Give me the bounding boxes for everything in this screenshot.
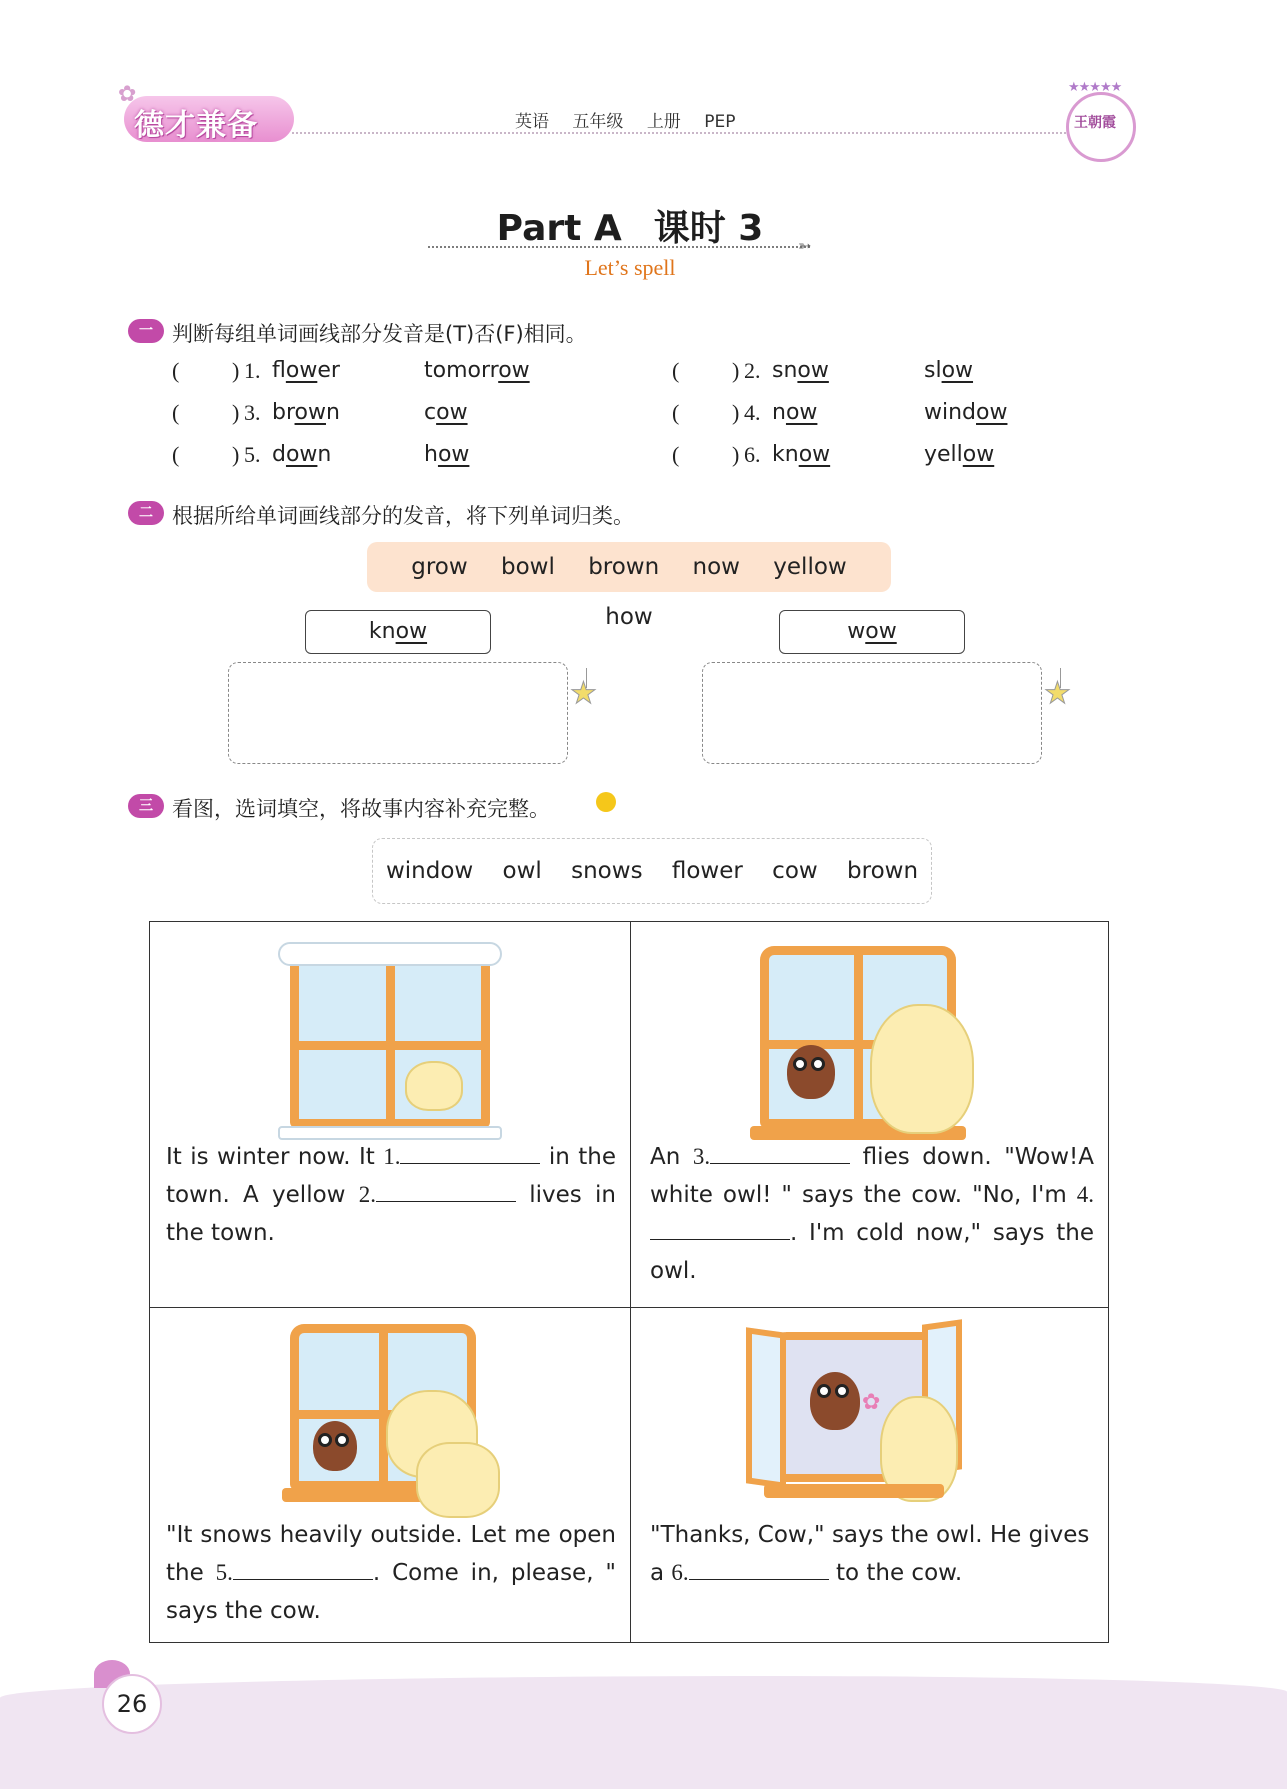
word-2-pre: tomorr — [424, 358, 499, 383]
header-volume: 上册 — [646, 112, 681, 132]
panel-2-text — [650, 1138, 1094, 1290]
word-2 — [924, 400, 1007, 425]
cat2-pre: w — [847, 619, 866, 644]
tf-question — [172, 442, 632, 474]
section-2-mark: 二 — [128, 501, 164, 525]
header-divider — [292, 132, 1070, 134]
blank-number-5: 5. — [215, 1560, 233, 1585]
bank3-word: snows — [571, 858, 643, 884]
panel-4-text — [650, 1516, 1094, 1592]
word-2-underlined: ow — [941, 358, 974, 383]
section-1-instruction: 判断每组单词画线部分发音是(T)否(F)相同。 — [172, 322, 587, 346]
owl-illustration — [313, 1421, 357, 1471]
footer-wave — [0, 1676, 1287, 1789]
panel-2-text-b: flies down. "Wow!A white owl! " says the cow. "No, I'm — [650, 1144, 1094, 1208]
stars-icon: ★★★★★ — [1068, 80, 1122, 95]
answer-paren-close: ) — [732, 400, 740, 425]
cow-body-illustration — [416, 1442, 500, 1518]
category-answer-box-2[interactable] — [702, 662, 1042, 764]
panel-1-text-b: in the town. A yellow — [166, 1144, 617, 1208]
title-underline — [428, 246, 810, 248]
word-1-pre: sn — [772, 358, 798, 383]
word-2-underlined: ow — [498, 358, 530, 383]
answer-paren-open[interactable]: ( — [672, 358, 680, 383]
answer-blank-4[interactable] — [650, 1218, 790, 1240]
question-number: 4. — [744, 400, 761, 425]
panel-4-text-b: to the cow. — [828, 1560, 963, 1586]
question-number: 3. — [244, 400, 261, 425]
header-info — [515, 107, 753, 132]
bird-icon: ➳ — [798, 236, 812, 255]
word-1-post: er — [317, 358, 340, 383]
panel-1-text — [166, 1138, 616, 1252]
left-shutter — [746, 1327, 786, 1489]
word-1 — [272, 358, 340, 383]
window-mullion — [379, 1333, 388, 1481]
window-transom — [299, 1041, 481, 1050]
star-icon: ★ — [570, 676, 597, 711]
bank3-word: cow — [772, 858, 818, 884]
window-illustration — [290, 948, 490, 1128]
panel-1-text-c: lives in the town. — [166, 1182, 616, 1246]
window-mullion — [386, 957, 395, 1119]
question-number: 2. — [744, 358, 761, 383]
word-2 — [924, 358, 973, 383]
page-title — [0, 200, 1260, 251]
word-1-underlined: ow — [285, 358, 318, 383]
author-badge — [1060, 80, 1142, 162]
word-1-pre: br — [272, 400, 295, 425]
word-1-post: n — [317, 442, 332, 467]
bank1-word: bowl — [501, 554, 555, 580]
bank3-word: brown — [847, 858, 919, 884]
header-grade: 五年级 — [572, 112, 624, 132]
word-bank-3 — [372, 838, 932, 904]
cat1-ul: ow — [395, 619, 428, 644]
owl-eye — [835, 1384, 849, 1398]
word-1 — [272, 442, 331, 467]
blank-number-1: 1. — [383, 1144, 401, 1169]
word-1-post: n — [325, 400, 340, 425]
answer-paren-open[interactable]: ( — [672, 400, 680, 425]
word-1 — [772, 442, 830, 467]
cow-illustration — [870, 1004, 974, 1134]
bank1-word: yellow — [773, 554, 847, 580]
tf-question — [672, 442, 1132, 474]
word-1-pre: fl — [272, 358, 286, 383]
word-2 — [424, 400, 468, 425]
panel-3-text-a: "It snows heavily outside. Let me open the — [166, 1522, 616, 1586]
bank1-word: how — [605, 604, 653, 630]
story-grid — [149, 921, 1109, 1643]
word-bank-1 — [367, 542, 891, 630]
blank-number-4: 4. — [1076, 1182, 1094, 1207]
answer-paren-open[interactable]: ( — [172, 442, 180, 467]
answer-paren-close: ) — [732, 358, 740, 383]
owl-eye — [318, 1433, 332, 1447]
panel-2-text-c: . I'm cold now," says the owl. — [650, 1220, 1094, 1284]
star-icon: ★ — [1044, 676, 1071, 711]
blank-number-2: 2. — [358, 1182, 376, 1207]
tf-question — [172, 400, 632, 432]
bank3-word: window — [385, 858, 474, 884]
answer-paren-open[interactable]: ( — [172, 358, 180, 383]
answer-paren-open[interactable]: ( — [172, 400, 180, 425]
word-2-pre: wind — [924, 400, 977, 425]
section-1-mark: 一 — [128, 319, 164, 343]
category-label-know — [305, 610, 491, 654]
cat1-pre: kn — [368, 619, 396, 644]
word-1-underlined: ow — [285, 442, 318, 467]
cow-illustration — [405, 1061, 463, 1111]
word-1-pre: d — [272, 442, 286, 467]
window-mullion — [854, 955, 863, 1119]
panel-3-text — [166, 1516, 616, 1630]
word-2-pre: sl — [924, 358, 942, 383]
word-2-underlined: ow — [962, 442, 995, 467]
word-1-underlined: ow — [797, 358, 829, 383]
palm-icon: ✿ — [118, 82, 137, 107]
panel-4-text-a: "Thanks, Cow," says the owl. He gives a — [650, 1522, 1090, 1586]
bank3-word: flower — [671, 858, 743, 884]
answer-paren-open[interactable]: ( — [672, 442, 680, 467]
panel-2-text-a: An — [650, 1144, 693, 1170]
lightbulb-icon — [596, 792, 616, 812]
word-2-underlined: ow — [437, 442, 470, 467]
grid-divider-vertical — [630, 922, 631, 1642]
page-subtitle: Let’s spell — [584, 255, 676, 280]
category-label-wow — [779, 610, 965, 654]
answer-paren-close: ) — [732, 442, 740, 467]
question-number: 1. — [244, 358, 261, 383]
owl-illustration — [787, 1045, 835, 1099]
cat2-ul: ow — [865, 619, 897, 644]
logo-text: 德才兼备 — [134, 108, 258, 143]
word-2-underlined: ow — [976, 400, 1008, 425]
snow-cap — [278, 942, 502, 966]
question-number: 5. — [244, 442, 261, 467]
flower-icon: ✿ — [862, 1390, 881, 1415]
category-answer-box-1[interactable] — [228, 662, 568, 764]
panel-1-text-a: It is winter now. It — [166, 1144, 384, 1170]
blank-number-6: 6. — [671, 1560, 689, 1585]
bank1-word: now — [692, 554, 740, 580]
word-2-pre: h — [424, 442, 438, 467]
answer-blank-3[interactable] — [710, 1142, 850, 1164]
header-subject: 英语 — [515, 112, 549, 132]
bank3-word: owl — [502, 858, 542, 884]
word-1-pre: kn — [772, 442, 799, 467]
question-number: 6. — [744, 442, 761, 467]
section-3-instruction: 看图，选词填空，将故事内容补充完整。 — [172, 797, 550, 821]
tf-question — [672, 400, 1132, 432]
bank1-word: grow — [411, 554, 468, 580]
badge-name: 王朝霞 — [1074, 115, 1116, 131]
word-1-pre: n — [772, 400, 786, 425]
header-edition: PEP — [704, 112, 736, 132]
word-1-underlined: ow — [294, 400, 326, 425]
title-lesson: 课时 3 — [653, 208, 764, 249]
panel-3-text-b: . Come in, please, " says the cow. — [166, 1560, 616, 1624]
answer-paren-close: ) — [232, 400, 240, 425]
word-1 — [272, 400, 340, 425]
page-number: 26 — [102, 1674, 162, 1734]
section-2-instruction: 根据所给单词画线部分的发音，将下列单词归类。 — [172, 504, 634, 528]
word-2 — [924, 442, 994, 467]
bank1-word: brown — [588, 554, 660, 580]
answer-blank-2[interactable] — [376, 1180, 516, 1202]
answer-paren-close: ) — [232, 442, 240, 467]
answer-paren-close: ) — [232, 358, 240, 383]
word-1-underlined: ow — [785, 400, 818, 425]
window-sill — [764, 1484, 944, 1498]
word-2-pre: c — [424, 400, 437, 425]
answer-blank-5[interactable] — [233, 1558, 373, 1580]
word-1-underlined: ow — [798, 442, 831, 467]
title-part: Part A — [496, 208, 622, 249]
word-1 — [772, 400, 817, 425]
owl-eye — [817, 1384, 831, 1398]
owl-eye — [793, 1057, 807, 1071]
answer-blank-1[interactable] — [400, 1142, 540, 1164]
brand-logo — [118, 82, 296, 144]
answer-blank-6[interactable] — [689, 1558, 829, 1580]
word-1 — [772, 358, 829, 383]
owl-eye — [811, 1057, 825, 1071]
grid-divider-horizontal — [150, 1307, 1108, 1308]
tf-question — [672, 358, 1132, 390]
word-2-pre: yell — [924, 442, 963, 467]
owl-illustration — [810, 1372, 860, 1430]
word-2 — [424, 442, 469, 467]
owl-eye — [335, 1433, 349, 1447]
word-2-underlined: ow — [436, 400, 468, 425]
section-3-mark: 三 — [128, 794, 164, 818]
tf-question — [172, 358, 632, 390]
word-2 — [424, 358, 530, 383]
blank-number-3: 3. — [692, 1144, 711, 1169]
